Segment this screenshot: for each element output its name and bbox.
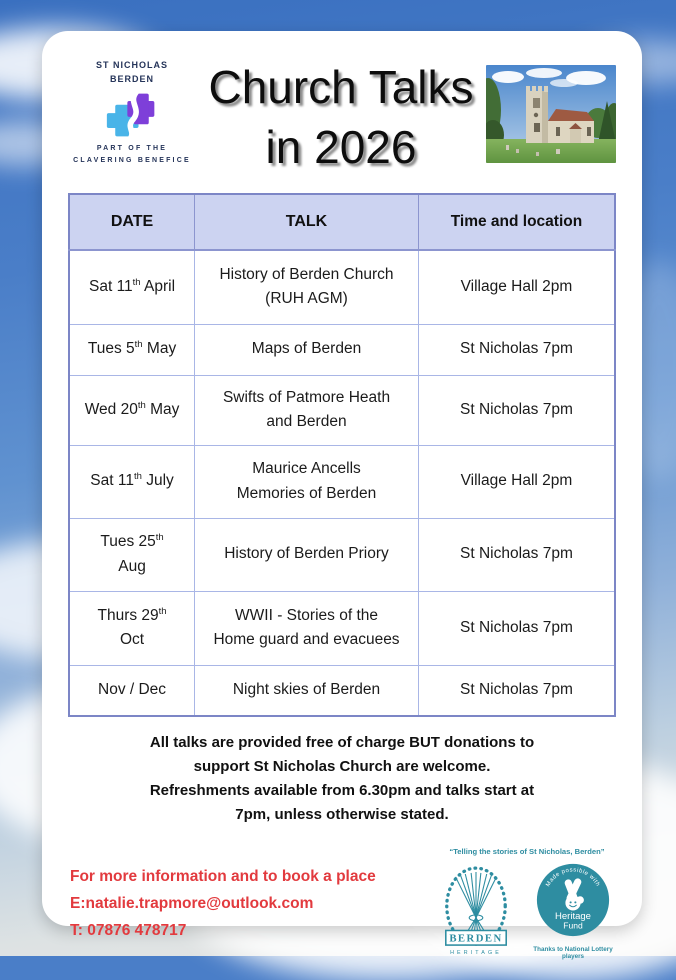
talk-cell: Maps of Berden — [195, 324, 419, 375]
berden-heritage-icon — [438, 862, 514, 958]
date-cell: Sat 11th April — [69, 250, 195, 324]
talk-cell: Swifts of Patmore Heath and Berden — [195, 375, 419, 445]
svg-text:HERITAGE: HERITAGE — [450, 949, 502, 956]
date-cell: Thurs 29th Oct — [69, 591, 195, 665]
page-title — [196, 53, 486, 177]
st-nicholas-cross-icon — [105, 89, 159, 141]
time-cell: St Nicholas 7pm — [418, 324, 615, 375]
contact-heading: For more information and to book a place — [70, 868, 376, 885]
talk-cell: WWII - Stories of the Home guard and evacuees — [195, 591, 419, 665]
table-row — [69, 445, 615, 518]
header-date: DATE — [69, 194, 195, 250]
logo-sub-line2: CLAVERING BENEFICE — [73, 156, 191, 164]
heritage-fund-icon — [535, 862, 611, 938]
date-cell: Sat 11th July — [69, 445, 195, 518]
notes-line: All talks are provided free of charge BUT donations to — [149, 734, 535, 751]
date-cell: Nov / Dec — [69, 665, 195, 716]
date-cell: Tues 25th Aug — [69, 518, 195, 591]
date-cell: Wed 20th May — [69, 375, 195, 445]
talk-cell: Night skies of Berden — [195, 665, 419, 716]
notes-line: 7pm, unless otherwise stated. — [235, 806, 449, 823]
logo-name-line1: ST NICHOLAS — [95, 60, 168, 70]
notes-line: Refreshments available from 6.30pm and talks start at — [149, 782, 535, 799]
table-header-row — [69, 194, 615, 250]
notes-line: support St Nicholas Church are welcome. — [193, 758, 491, 775]
header-time-location: Time and location — [418, 194, 615, 250]
contact-email: E:natalie.trapmore@outlook.com — [70, 895, 314, 913]
time-cell: St Nicholas 7pm — [418, 591, 615, 665]
svg-text:BERDEN: BERDEN — [449, 932, 503, 945]
contact-info — [68, 847, 438, 944]
logo-sub-line1: PART OF THE — [96, 145, 168, 152]
time-cell: Village Hall 2pm — [418, 250, 615, 324]
talks-table — [68, 193, 616, 717]
time-cell: Village Hall 2pm — [418, 445, 615, 518]
table-row — [69, 250, 615, 324]
time-cell: St Nicholas 7pm — [418, 665, 615, 716]
time-cell: St Nicholas 7pm — [418, 375, 615, 445]
talk-cell: History of Berden Church (RUH AGM) — [195, 250, 419, 324]
table-row — [69, 324, 615, 375]
table-row — [69, 518, 615, 591]
church-logo — [68, 53, 196, 167]
lottery-note: Thanks to National Lottery players — [533, 945, 613, 960]
church-photo — [486, 65, 616, 163]
date-cell: Tues 5th May — [69, 324, 195, 375]
header-talk: TALK — [195, 194, 419, 250]
title-line1: Church Talks — [208, 61, 474, 113]
notes-text — [68, 731, 616, 827]
poster-header — [68, 53, 616, 177]
svg-text:Made possible with: Made possible with — [545, 867, 601, 888]
table-row — [69, 665, 615, 716]
svg-text:Heritage: Heritage — [555, 910, 591, 922]
poster-footer — [68, 847, 616, 960]
footer-logos — [438, 847, 616, 960]
contact-phone: T: 07876 478717 — [70, 922, 187, 940]
logo-name-line2: BERDEN — [109, 73, 154, 84]
talk-cell: Maurice Ancells Memories of Berden — [195, 445, 419, 518]
tagline-text: “Telling the stories of St Nicholas, Berden” — [449, 847, 605, 856]
poster-card — [42, 31, 642, 960]
table-row — [69, 591, 615, 665]
svg-text:Fund: Fund — [563, 920, 583, 931]
title-line2: in 2026 — [265, 121, 417, 173]
talk-cell: History of Berden Priory — [195, 518, 419, 591]
table-row — [69, 375, 615, 445]
time-cell: St Nicholas 7pm — [418, 518, 615, 591]
